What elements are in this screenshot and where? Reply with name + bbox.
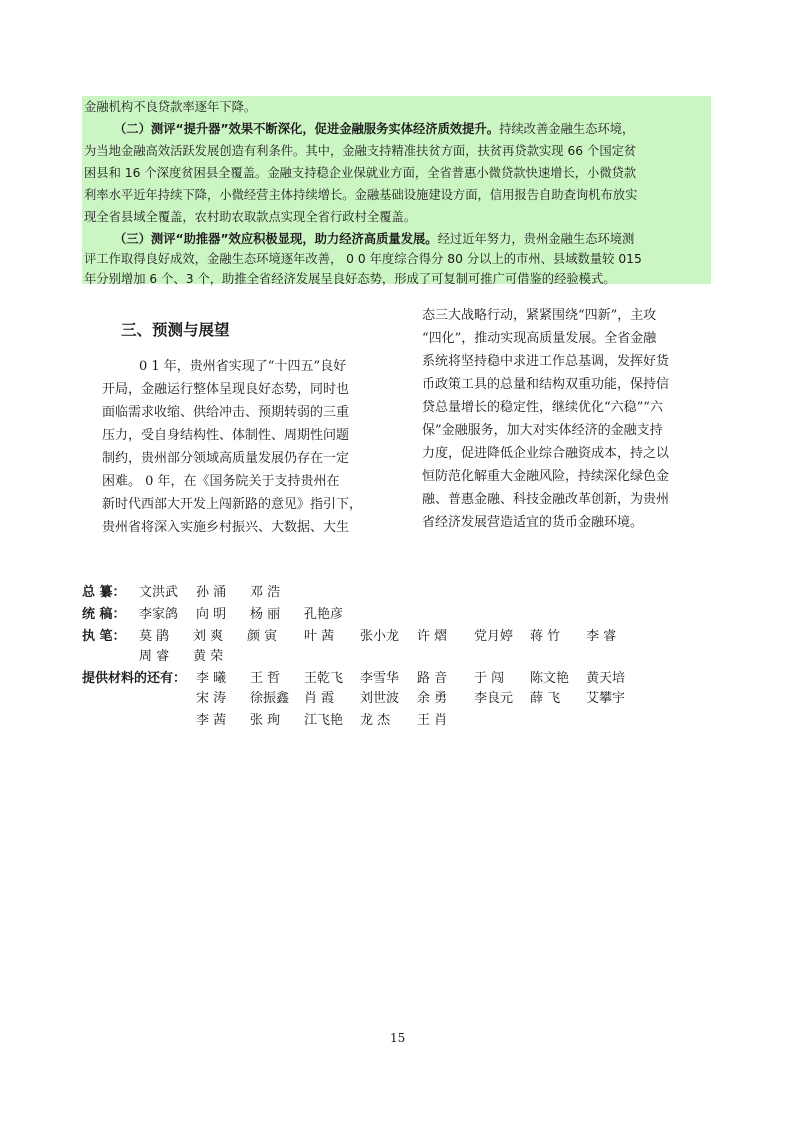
credit-name: 张小龙 bbox=[360, 629, 400, 644]
credit-name: 艾攀宇 bbox=[586, 691, 626, 706]
credit-name: 徐振鑫 bbox=[250, 691, 290, 706]
credit-name: 党月婷 bbox=[474, 629, 514, 644]
page-number: 15 bbox=[390, 1031, 406, 1045]
highlight-line-8: 评工作取得良好成效，金融生态环境逐年改善， 0 0 年度综合得分 80 分以上的市州、县域数量较 015 bbox=[84, 252, 642, 266]
credit-name: 颜 寅 bbox=[247, 629, 278, 644]
credit-name: 王乾飞 bbox=[304, 671, 344, 686]
right-col-line-7: 力度，促进降低企业综合融资成本，持之以 bbox=[422, 446, 670, 461]
credit-name: 李 茜 bbox=[196, 713, 227, 728]
credit-name: 邓 浩 bbox=[250, 585, 281, 600]
highlight-line-6: 现全省县域全覆盖，农村助农取款点实现全省行政村全覆盖。 bbox=[84, 210, 417, 224]
left-col-line-7: 新时代西部大开发上闯新路的意见》指引下， bbox=[102, 497, 363, 512]
highlight-line-2-rest: 持续改善金融生态环境， bbox=[499, 122, 635, 136]
credit-name: 王 哲 bbox=[250, 671, 281, 686]
credit-name: 孔艳彦 bbox=[304, 607, 344, 622]
credit-name: 江飞艳 bbox=[304, 713, 344, 728]
credit-name: 李 睿 bbox=[586, 629, 617, 644]
left-col-line-6: 困难。 0 年，在《国务院关于支持贵州在 bbox=[102, 474, 340, 489]
credit-name: 薛 飞 bbox=[530, 691, 561, 706]
highlight-line-5: 利率水平近年持续下降，小微经营主体持续增长。金融基础设施建设方面，信用报告自助查询机布放实 bbox=[84, 188, 638, 202]
left-col-line-5: 制约，贵州部分领域高质量发展仍存在一定 bbox=[102, 451, 350, 466]
credit-name: 周 睿 bbox=[139, 649, 170, 664]
right-col-line-8: 恒防范化解重大金融风险，持续深化绿色金 bbox=[422, 469, 670, 484]
credit-name: 李雪华 bbox=[360, 671, 400, 686]
highlight-line-9: 年分别增加 6 个、3 个，助推全省经济发展呈良好态势，形成了可复制可推广可借鉴的经验模式。 bbox=[84, 272, 616, 286]
credit-name: 刘 爽 bbox=[193, 629, 224, 644]
right-col-line-1: 态三大战略行动，紧紧围绕“四新”，主攻 bbox=[422, 308, 657, 323]
credit-name: 宋 涛 bbox=[196, 691, 227, 706]
credit-name: 孙 涌 bbox=[196, 585, 227, 600]
left-col-line-1: 0 1 年，贵州省实现了“十四五”良好 bbox=[139, 359, 347, 374]
left-col-line-8: 贵州省将深入实施乡村振兴、大数据、大生 bbox=[102, 520, 350, 535]
subheading-2: （二）测评“提升器”效果不断深化，促进金融服务实体经济质效提升。 bbox=[114, 122, 500, 136]
highlight-line-1: 金融机构不良贷款率逐年下降。 bbox=[84, 100, 257, 114]
credit-name: 刘世波 bbox=[360, 691, 400, 706]
right-col-line-4: 币政策工具的总量和结构双重功能，保持信 bbox=[422, 377, 670, 392]
credit-name: 莫 鹃 bbox=[139, 629, 170, 644]
right-col-line-2: “四化”，推动实现高质量发展。全省金融 bbox=[422, 331, 657, 346]
credit-name: 蒋 竹 bbox=[530, 629, 561, 644]
left-col-line-3: 面临需求收缩、供给冲击、预期转弱的三重 bbox=[102, 405, 350, 420]
left-col-line-4: 压力，受自身结构性、体制性、周期性问题 bbox=[102, 428, 350, 443]
credit-name: 文洪武 bbox=[139, 585, 179, 600]
credit-name: 于 闯 bbox=[474, 671, 505, 686]
highlight-line-7 bbox=[114, 229, 710, 249]
right-col-line-10: 省经济发展营造适宜的货币金融环境。 bbox=[422, 515, 644, 530]
credit-name: 李良元 bbox=[474, 691, 514, 706]
credits-label-tigong: 提供材料的还有： bbox=[82, 671, 187, 686]
highlight-line-2 bbox=[114, 119, 710, 139]
right-col-line-9: 融、普惠金融、科技金融改革创新，为贵州 bbox=[422, 492, 670, 507]
credit-name: 黄 荣 bbox=[193, 649, 224, 664]
credit-name: 张 珣 bbox=[250, 713, 281, 728]
credit-name: 李 曦 bbox=[196, 671, 227, 686]
credits-label-zhibi: 执 笔： bbox=[82, 629, 126, 644]
credit-name: 陈文艳 bbox=[530, 671, 570, 686]
highlight-line-3: 为当地金融高效活跃发展创造有利条件。其中，金融支持精准扶贫方面，扶贫再贷款实现 66 个国定贫 bbox=[84, 144, 637, 158]
credit-name: 龙 杰 bbox=[360, 713, 391, 728]
credit-name: 王 肖 bbox=[417, 713, 448, 728]
credit-name: 黄天培 bbox=[586, 671, 626, 686]
section-title: 三、预测与展望 bbox=[121, 321, 230, 339]
credits-label-zongzuan: 总 纂： bbox=[82, 585, 126, 600]
right-col-line-3: 系统将坚持稳中求进工作总基调，发挥好货 bbox=[422, 354, 670, 369]
credit-name: 向 明 bbox=[196, 607, 227, 622]
highlight-line-4: 困县和 16 个深度贫困县全覆盖。金融支持稳企业保就业方面，全省普惠小微贷款快速增长，小微贷款 bbox=[84, 166, 637, 180]
credit-name: 余 勇 bbox=[417, 691, 448, 706]
highlight-line-7-rest: 经过近年努力，贵州金融生态环境测 bbox=[437, 232, 635, 246]
credit-name: 许 熠 bbox=[417, 629, 448, 644]
credit-name: 肖 霞 bbox=[304, 691, 335, 706]
credit-name: 叶 茜 bbox=[304, 629, 335, 644]
right-col-line-6: 保”金融服务，加大对实体经济的金融支持 bbox=[422, 423, 663, 438]
credit-name: 杨 丽 bbox=[250, 607, 281, 622]
subheading-3: （三）测评“助推器”效应积极显现，助力经济高质量发展。 bbox=[114, 232, 438, 246]
credit-name: 李家鸽 bbox=[139, 607, 179, 622]
right-col-line-5: 贷总量增长的稳定性，继续优化“六稳”“六 bbox=[422, 400, 663, 415]
credits-label-tonggao: 统 稿： bbox=[82, 607, 126, 622]
credit-name: 路 音 bbox=[417, 671, 448, 686]
left-col-line-2: 开局，金融运行整体呈现良好态势，同时也 bbox=[102, 382, 350, 397]
